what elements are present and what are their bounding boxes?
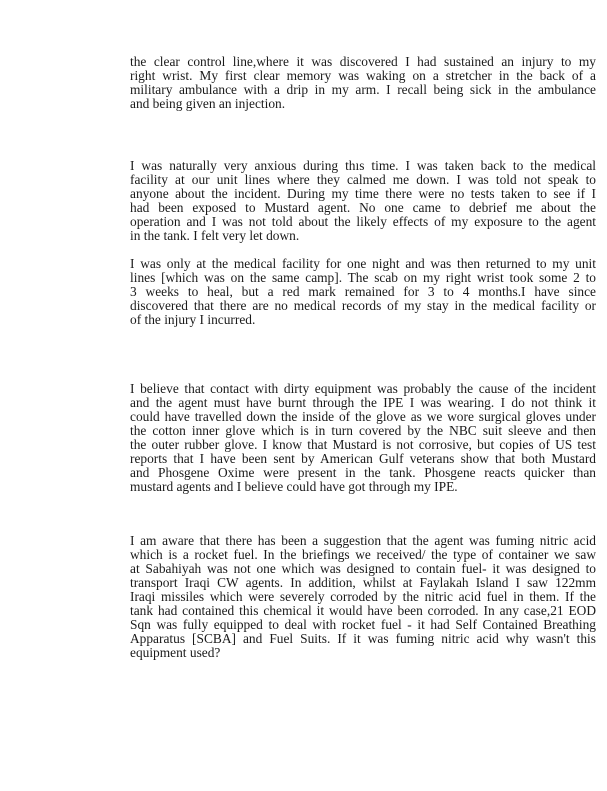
text-line: discovered that there are no medical records of my stay in the medical facility or (130, 299, 596, 313)
text-line: transport Iraqi CW agents. In addition, whilst at Faylakah Island I saw 122mm (130, 576, 596, 590)
text-line: mustard agents and I believe could have got through my IPE. (130, 480, 458, 494)
text-line: lines [which was on the same camp]. The scab on my right wrist took some 2 to (130, 271, 596, 285)
text-line: the clear control line,where it was discovered I had sustained an injury to my (130, 55, 596, 69)
text-line: in the tank. I felt very let down. (130, 229, 300, 243)
text-line: tank had contained this chemical it would have been corroded. In any case,21 EOD (130, 604, 596, 618)
text-line: equipment used? (130, 646, 221, 660)
text-line: and being given an injection. (130, 97, 286, 111)
text-line: had been exposed to Mustard agent. No one came to debrief me about the (130, 201, 596, 215)
paragraph-nitric-acid (130, 534, 596, 660)
text-line: I am aware that there has been a suggestion that the agent was fuming nitric acid (130, 534, 596, 548)
text-line: operation and I was not told about the likely effects of my exposure to the agent (130, 215, 596, 229)
text-line: military ambulance with a drip in my arm. I recall being sick in the ambulance (130, 83, 596, 97)
text-line: the outer rubber glove. I know that Mustard is not corrosive, but copies of US test (130, 438, 596, 452)
text-line: facility at our unit lines where they calmed me down. I was told not speak to (130, 173, 596, 187)
text-line: at Sabahiyah was not one which was designed to contain fuel- it was designed to (130, 562, 596, 576)
text-line: and Phosgene Oxime were present in the tank. Phosgene reacts quicker than (130, 466, 596, 480)
text-line: right wrist. My first clear memory was waking on a stretcher in the back of a (130, 69, 596, 83)
text-line: which is a rocket fuel. In the briefings we received/ the type of container we saw (130, 548, 596, 562)
text-line: could have travelled down the inside of the glove as we wore surgical gloves under (130, 410, 596, 424)
paragraph-cause (130, 382, 596, 494)
paragraph-anxiety (130, 159, 596, 243)
text-line: anyone about the incident. During my time there were no tests taken to see if I (130, 187, 596, 201)
text-line: and the agent must have burnt through the IPE I was wearing. I do not think it (130, 396, 596, 410)
text-line: Sqn was fully equipped to deal with rocket fuel - it had Self Contained Breathing (130, 618, 596, 632)
text-line: the cotton inner glove which is in turn covered by the NBC suit sleeve and then (130, 424, 596, 438)
text-line: I was only at the medical facility for one night and was then returned to my unit (130, 257, 596, 271)
text-line: Iraqi missiles which were severely corroded by the nitric acid fuel in them. If the (130, 590, 596, 604)
text-line: Apparatus [SCBA] and Fuel Suits. If it was fuming nitric acid why wasn't this (130, 632, 596, 646)
text-line: I was naturally very anxious during thıs time. I was taken back to the medical (130, 159, 596, 173)
text-line: reports that I have been sent by American Gulf veterans show that both Mustard (130, 452, 596, 466)
text-line: of the injury I incurred. (130, 313, 256, 327)
paragraph-recovery (130, 55, 596, 111)
text-line: 3 weeks to heal, but a red mark remained for 3 to 4 months.I have since (130, 285, 596, 299)
text-line: I believe that contact with dirty equipment was probably the cause of the incident (130, 382, 596, 396)
paragraph-medical-facility (130, 257, 596, 327)
